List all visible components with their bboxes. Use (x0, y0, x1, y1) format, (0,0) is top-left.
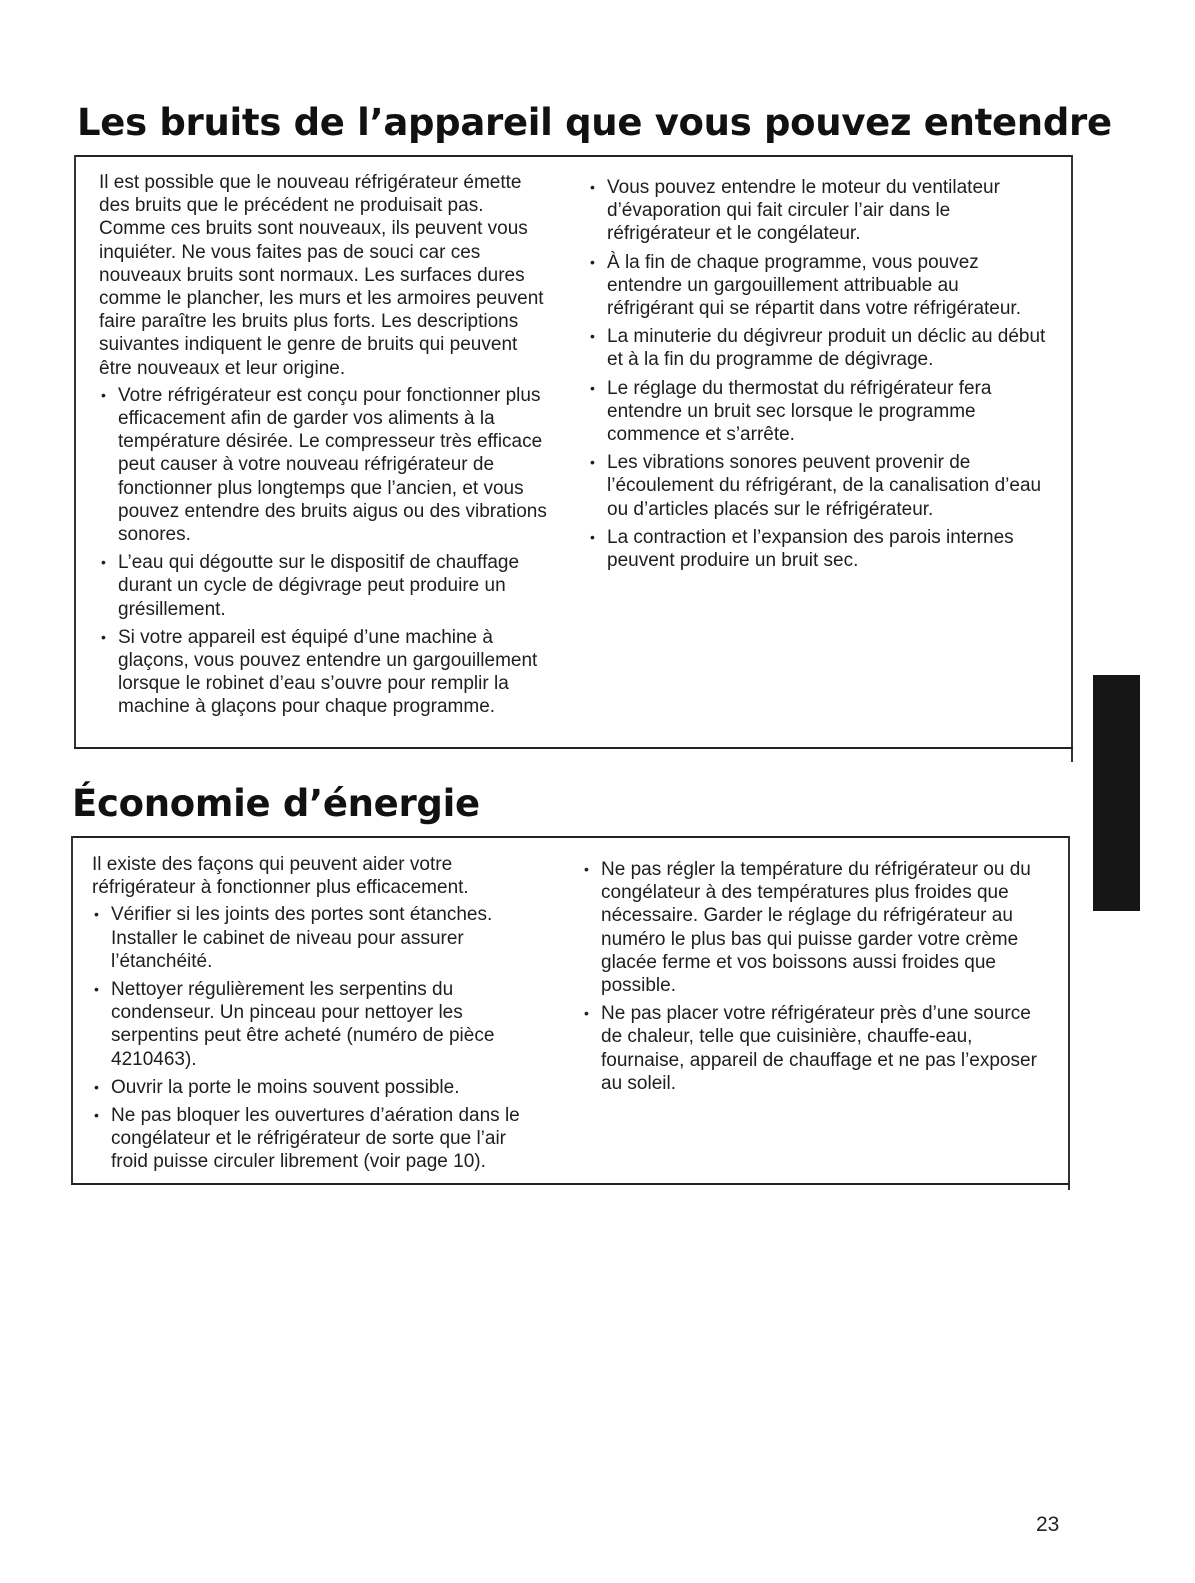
list-item-text: Le réglage du thermostat du réfrigérateur fera entendre un bruit sec lorsque le programme commence et s’arrête. (607, 377, 992, 446)
list-item (588, 176, 1050, 246)
bullet-list (92, 903, 544, 1173)
list-item-text: Vérifier si les joints des portes sont étanches. Installer le cabinet de niveau pour assurer l’étanchéité. (111, 904, 493, 972)
section-title-energy: Économie d’énergie (72, 782, 480, 825)
section-rule-right (1068, 836, 1070, 1190)
list-item-text: Nettoyer régulièrement les serpentins du condenseur. Un pinceau pour nettoyer les serpentins peut être acheté (numéro de pièce 4210463). (111, 979, 495, 1070)
bullet-icon: • (590, 328, 595, 345)
page-number: 23 (1036, 1513, 1060, 1536)
list-item (588, 451, 1050, 521)
section-energy-left-column (92, 853, 544, 1179)
bullet-list (588, 176, 1050, 572)
list-item (92, 1076, 544, 1099)
bullet-icon: • (584, 861, 589, 877)
list-item (582, 1002, 1044, 1095)
section-rule-top (74, 155, 1073, 157)
intro-paragraph: Il est possible que le nouveau réfrigérateur émette des bruits que le précédent ne produisait pas. Comme ces bruits sont nouveaux, ils peuvent vous inquiéter. Ne vous faites pas de souci car ces nouveaux bruits sont normaux. Les surfaces dures comme le plancher, les murs et les armoires peuvent faire paraître les bruits plus forts. Les descriptions suivantes indiquent le genre de bruits qui peuvent être nouveaux et leur origine. (99, 172, 544, 379)
bullet-icon: • (101, 628, 106, 645)
list-item-text: L’eau qui dégoutte sur le dispositif de chauffage durant un cycle de dégivrage peut produire un grésillement. (118, 552, 520, 620)
section-rule-right (1071, 155, 1073, 762)
bullet-icon: • (101, 554, 106, 571)
section-rule-bottom (71, 1183, 1070, 1185)
bullet-icon: • (584, 1005, 589, 1022)
list-item (588, 377, 1050, 447)
bullet-icon: • (590, 379, 595, 396)
bullet-icon: • (101, 386, 106, 403)
list-item (92, 978, 544, 1071)
section-energy-right-column (582, 858, 1044, 1100)
list-item-text: À la fin de chaque programme, vous pouvez entendre un gargouillement attribuable au réfrigérant qui se répartit dans votre réfrigérateur. (607, 251, 1021, 320)
list-item (99, 384, 551, 546)
list-item (588, 251, 1050, 321)
section-noises-right-column (588, 176, 1050, 577)
intro-paragraph: Il existe des façons qui peuvent aider votre réfrigérateur à fonctionner plus efficacement. (92, 854, 469, 899)
list-item-text: Ne pas régler la température du réfrigérateur ou du congélateur à des températures plus froides que nécessaire. Garder le réglage du réfrigérateur au numéro le plus bas qui puisse garder votre crème glacée ferme et vos boissons aussi froides que possible. (601, 859, 1031, 997)
list-item (92, 1104, 544, 1174)
bullet-icon: • (590, 528, 595, 545)
bullet-icon: • (590, 253, 595, 270)
list-item (92, 903, 544, 973)
section-rule-bottom (74, 747, 1073, 749)
list-item (99, 551, 551, 621)
section-tab-marker (1093, 675, 1140, 911)
list-item-text: Votre réfrigérateur est conçu pour fonctionner plus efficacement afin de garder vos aliments à la température désirée. Le compresseur très efficace peut causer à votre nouveau réfrigérateur de fonctionner plus longtemps que l’ancien, et vous pouvez entendre des bruits aigus ou des vibrations sonores. (118, 384, 547, 546)
bullet-list (99, 384, 551, 719)
list-item-text: Si votre appareil est équipé d’une machine à glaçons, vous pouvez entendre un gargouillement lorsque le robinet d’eau s’ouvre pour remplir la machine à glaçons pour chaque programme. (118, 626, 538, 718)
section-rule-left (71, 836, 73, 1183)
section-noises-left-column (99, 171, 551, 724)
bullet-icon: • (590, 179, 595, 195)
list-item-text: Ne pas placer votre réfrigérateur près d’une source de chaleur, telle que cuisinière, chauffe-eau, fournaise, appareil de chauffage et ne pas l’exposer au soleil. (601, 1003, 1037, 1094)
list-item (588, 526, 1050, 572)
bullet-icon: • (94, 1078, 99, 1095)
section-rule-left (74, 155, 76, 747)
section-rule-top (71, 836, 1070, 838)
bullet-icon: • (94, 1107, 99, 1124)
list-item (99, 626, 551, 719)
bullet-icon: • (94, 981, 99, 998)
list-item-text: Vous pouvez entendre le moteur du ventilateur d’évaporation qui fait circuler l’air dans le réfrigérateur et le congélateur. (607, 177, 1000, 245)
list-item (582, 858, 1044, 997)
list-item (588, 325, 1050, 371)
bullet-list (582, 858, 1044, 1095)
section-title-noises: Les bruits de l’appareil que vous pouvez entendre (77, 101, 1112, 144)
bullet-icon: • (590, 454, 595, 471)
list-item-text: La contraction et l’expansion des parois internes peuvent produire un bruit sec. (607, 526, 1014, 572)
list-item-text: Ouvrir la porte le moins souvent possible. (111, 1076, 460, 1098)
list-item-text: Les vibrations sonores peuvent provenir de l’écoulement du réfrigérant, de la canalisation d’eau ou d’articles placés sur le réfrigérateur. (607, 452, 1042, 520)
list-item-text: La minuterie du dégivreur produit un déclic au début et à la fin du programme de dégivrage. (607, 326, 1046, 371)
bullet-icon: • (94, 906, 99, 923)
list-item-text: Ne pas bloquer les ouvertures d’aération dans le congélateur et le réfrigérateur de sorte que l’air froid puisse circuler librement (voir page 10). (111, 1105, 520, 1173)
